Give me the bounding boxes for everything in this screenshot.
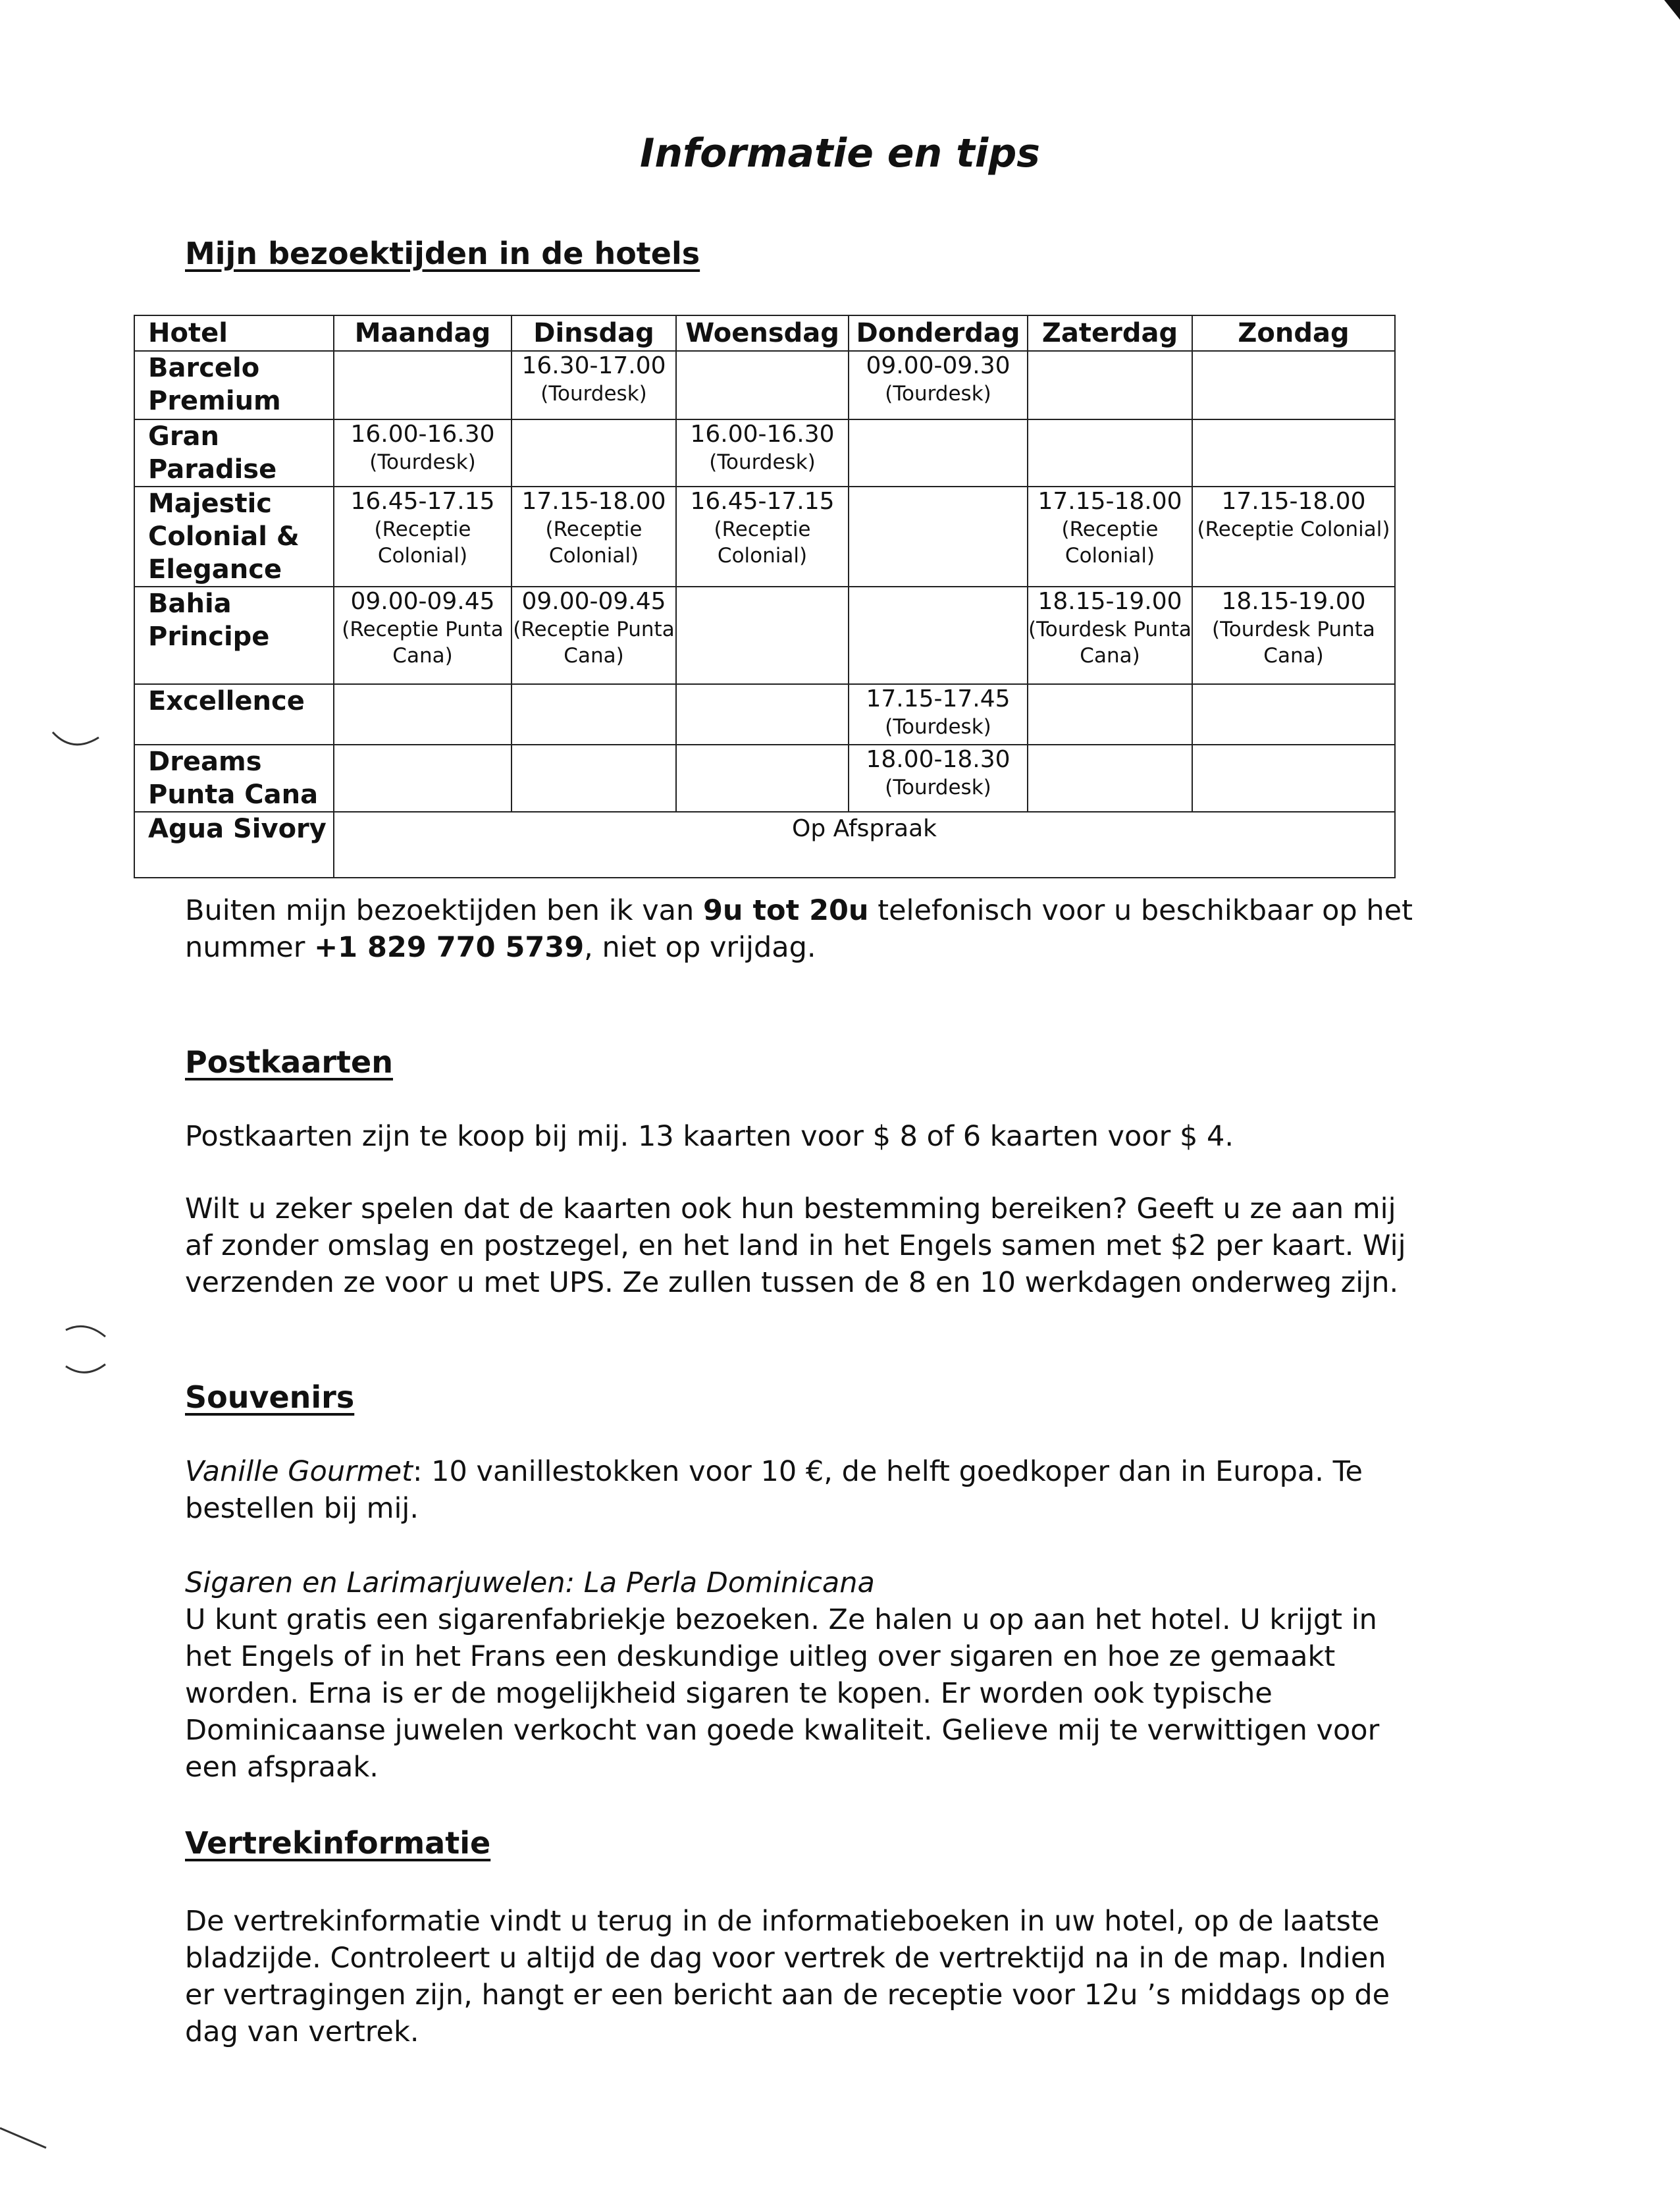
hotel-name-cell: Dreams Punta Cana	[134, 745, 334, 812]
schedule-cell-zondag	[1192, 487, 1395, 587]
visit-time: 16.00-16.30	[690, 421, 835, 448]
visit-time: 16.45-17.15	[350, 488, 495, 515]
table-row-agua-sivory	[134, 812, 1395, 878]
schedule-cell-donderdag	[849, 419, 1028, 487]
schedule-cell-maandag	[334, 419, 512, 487]
column-header-dinsdag: Dinsdag	[512, 315, 676, 351]
vertrek-heading: Vertrekinformatie	[185, 1825, 491, 1861]
schedule-cell-donderdag	[849, 487, 1028, 587]
visit-time: 17.15-18.00	[521, 488, 666, 515]
punch-hole-arc-3	[66, 1364, 105, 1372]
table-row	[134, 419, 1395, 487]
schedule-cell-zondag	[1192, 587, 1395, 684]
postkaarten-paragraph-1: Postkaarten zijn te koop bij mij. 13 kaarten voor $ 8 of 6 kaarten voor $ 4.	[185, 1120, 1234, 1153]
contact-text-1: Buiten mijn bezoektijden ben ik van	[185, 894, 703, 927]
table-header-row	[134, 315, 1395, 351]
schedule-cell-maandag	[334, 351, 512, 419]
schedule-cell-maandag	[334, 587, 512, 684]
column-header-hotel: Hotel	[134, 315, 334, 351]
table-row	[134, 745, 1395, 812]
sigaren-title: Sigaren en Larimarjuwelen: La Perla Dominicana	[185, 1566, 875, 1599]
schedule-cell-zondag	[1192, 419, 1395, 487]
contact-phone-number: +1 829 770 5739	[314, 931, 585, 964]
schedule-cell-dinsdag	[512, 684, 676, 745]
contact-text-3: , niet op vrijdag.	[584, 931, 816, 964]
contact-text-2: telefonisch voor u beschikbaar op het nummer	[185, 894, 1413, 964]
schedule-cell-dinsdag	[512, 745, 676, 812]
visit-time: 17.15-18.00	[1037, 488, 1182, 515]
schedule-cell-zaterdag	[1028, 745, 1192, 812]
contact-paragraph	[185, 892, 1436, 966]
schedule-heading: Mijn bezoektijden in de hotels	[185, 236, 700, 271]
table-row	[134, 487, 1395, 587]
schedule-cell-zondag	[1192, 684, 1395, 745]
punch-hole-arc-2	[66, 1326, 105, 1337]
column-header-woensdag: Woensdag	[676, 315, 849, 351]
visit-location: (Tourdesk Punta Cana)	[1028, 618, 1192, 668]
hotel-name-cell: Majestic Colonial & Elegance	[134, 487, 334, 587]
column-header-zaterdag: Zaterdag	[1028, 315, 1192, 351]
corner-scan-line	[0, 2128, 46, 2148]
visit-time: 16.45-17.15	[690, 488, 835, 515]
visit-time: 17.15-17.45	[866, 685, 1011, 712]
hotel-name-cell: Gran Paradise	[134, 419, 334, 487]
schedule-cell-zaterdag	[1028, 487, 1192, 587]
visit-time: 17.15-18.00	[1221, 488, 1366, 515]
vanille-label: Vanille Gourmet	[185, 1455, 413, 1488]
schedule-cell-maandag	[334, 487, 512, 587]
souvenirs-heading: Souvenirs	[185, 1379, 355, 1415]
visit-location: (Receptie Punta Cana)	[342, 618, 504, 668]
appointment-note-cell: Op Afspraak	[334, 812, 1395, 878]
schedule-cell-donderdag	[849, 587, 1028, 684]
visit-time: 09.00-09.30	[866, 352, 1011, 379]
schedule-cell-woensdag	[676, 587, 849, 684]
schedule-cell-zaterdag	[1028, 587, 1192, 684]
visit-time: 18.00-18.30	[866, 746, 1011, 773]
schedule-cell-donderdag	[849, 684, 1028, 745]
schedule-cell-woensdag	[676, 684, 849, 745]
visit-location: (Receptie Colonial)	[1061, 518, 1159, 568]
schedule-cell-woensdag	[676, 487, 849, 587]
hotel-name-cell: Agua Sivory	[134, 812, 334, 878]
column-header-donderdag: Donderdag	[849, 315, 1028, 351]
schedule-cell-donderdag	[849, 351, 1028, 419]
vertrek-paragraph: De vertrekinformatie vindt u terug in de informatieboeken in uw hotel, op de laatste bladzijde. Controleert u altijd de dag voor vertrek de vertrektijd na in de map. Indien er vertragingen zijn, hangt er een bericht aan de receptie voor 12u ’s middags op de dag van vertrek.	[185, 1905, 1390, 2048]
visit-time: 16.00-16.30	[350, 421, 495, 448]
column-header-maandag: Maandag	[334, 315, 512, 351]
vanille-paragraph	[185, 1453, 1469, 1527]
schedule-cell-woensdag	[676, 351, 849, 419]
visit-location: (Tourdesk)	[709, 450, 816, 474]
schedule-cell-woensdag	[676, 419, 849, 487]
schedule-cell-maandag	[334, 745, 512, 812]
visit-time: 09.00-09.45	[350, 588, 495, 615]
column-header-zondag: Zondag	[1192, 315, 1395, 351]
visit-location: (Receptie Colonial)	[1197, 518, 1390, 541]
schedule-cell-zaterdag	[1028, 419, 1192, 487]
visit-location: (Tourdesk)	[369, 450, 476, 474]
hotel-name-cell: Excellence	[134, 684, 334, 745]
schedule-cell-dinsdag	[512, 487, 676, 587]
contact-hours: 9u tot 20u	[702, 894, 869, 927]
visit-location: (Tourdesk)	[885, 715, 991, 739]
postkaarten-heading: Postkaarten	[185, 1044, 393, 1080]
table-row	[134, 587, 1395, 684]
hotel-name-cell: Barcelo Premium	[134, 351, 334, 419]
schedule-cell-donderdag	[849, 745, 1028, 812]
visit-time: 16.30-17.00	[521, 352, 666, 379]
page-title: Informatie en tips	[640, 130, 1040, 176]
visit-location: (Tourdesk)	[540, 382, 647, 406]
punch-hole-arc-1	[53, 732, 99, 745]
schedule-cell-zaterdag	[1028, 351, 1192, 419]
corner-scan-mark	[1664, 0, 1680, 20]
visit-schedule-table	[134, 315, 1396, 878]
sigaren-paragraph: U kunt gratis een sigarenfabriekje bezoeken. Ze halen u op aan het hotel. U krijgt in het Engels of in het Frans een deskundige uitleg over sigaren en hoe ze gemaakt worden. Erna is er de mogelijkheid sigaren te kopen. Er worden ook typische Dominicaanse juwelen verkocht van goede kwaliteit. Gelieve mij te verwittigen voor een afspraak.	[185, 1603, 1380, 1784]
table-row	[134, 351, 1395, 419]
visit-location: (Tourdesk)	[885, 382, 991, 406]
visit-time: 09.00-09.45	[521, 588, 666, 615]
schedule-cell-zondag	[1192, 745, 1395, 812]
visit-location: (Receptie Colonial)	[714, 518, 811, 568]
visit-location: (Receptie Colonial)	[374, 518, 471, 568]
schedule-cell-woensdag	[676, 745, 849, 812]
hotel-name-cell: Bahia Principe	[134, 587, 334, 684]
table-row	[134, 684, 1395, 745]
visit-location: (Tourdesk Punta Cana)	[1212, 618, 1375, 668]
schedule-cell-zaterdag	[1028, 684, 1192, 745]
schedule-cell-dinsdag	[512, 587, 676, 684]
visit-location: (Tourdesk)	[885, 776, 991, 799]
schedule-cell-zondag	[1192, 351, 1395, 419]
visit-time: 18.15-19.00	[1221, 588, 1366, 615]
vanille-text: : 10 vanillestokken voor 10 €, de helft goedkoper dan in Europa. Te bestellen bij mij.	[185, 1455, 1363, 1525]
postkaarten-paragraph-2: Wilt u zeker spelen dat de kaarten ook hun bestemming bereiken? Geeft u ze aan mij af zonder omslag en postzegel, en het land in het Engels samen met $2 per kaart. Wij verzenden ze voor u met UPS. Ze zullen tussen de 8 en 10 werkdagen onderweg zijn.	[185, 1192, 1406, 1299]
schedule-cell-maandag	[334, 684, 512, 745]
visit-time: 18.15-19.00	[1037, 588, 1182, 615]
visit-location: (Receptie Punta Cana)	[513, 618, 675, 668]
schedule-cell-dinsdag	[512, 419, 676, 487]
schedule-cell-dinsdag	[512, 351, 676, 419]
visit-location: (Receptie Colonial)	[545, 518, 643, 568]
